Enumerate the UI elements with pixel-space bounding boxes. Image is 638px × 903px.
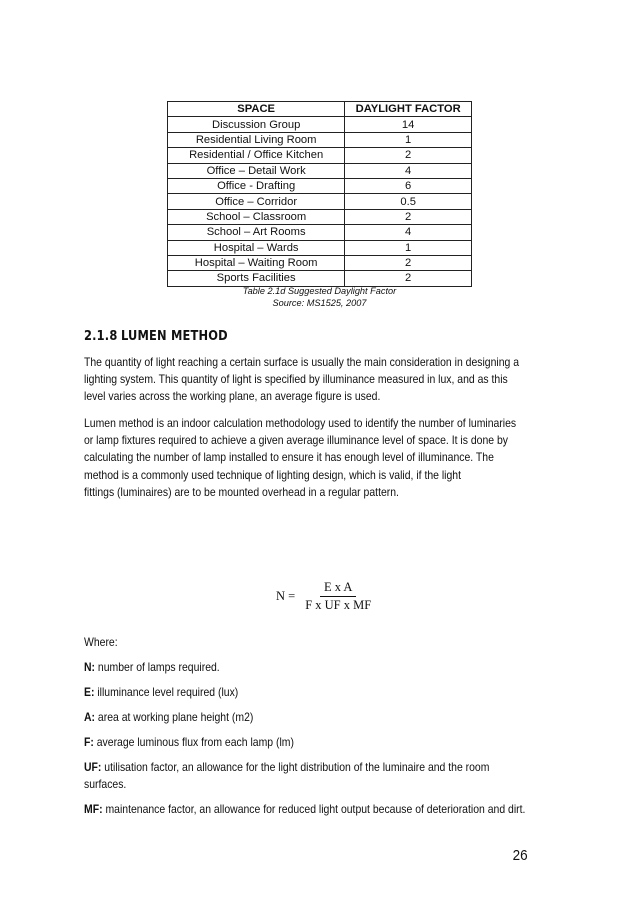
table-header-row [168,102,472,117]
cell-daylight-factor: 2 [345,255,472,270]
page-number: 26 [512,847,528,864]
cell-daylight-factor: 2 [345,209,472,224]
definition-n [84,659,220,676]
definition-term: A: [84,711,96,724]
cell-daylight-factor: 0.5 [345,194,472,209]
cell-daylight-factor: 4 [345,163,472,178]
formula-denominator: F x UF x MF [305,598,372,612]
formula-lhs: N = [276,589,296,603]
definition-text: illuminance level required (lux) [94,686,239,699]
table-row [168,255,472,270]
cell-space: School – Art Rooms [168,225,345,240]
table-row [168,132,472,147]
cell-space: Residential / Office Kitchen [168,148,345,163]
table-row [168,148,472,163]
table-row [168,240,472,255]
where-label: Where: [84,636,118,649]
daylight-factor-table [167,101,472,287]
cell-space: Discussion Group [168,117,345,132]
cell-space: Sports Facilities [168,271,345,286]
definition-mf [84,801,525,818]
cell-space: Hospital – Wards [168,240,345,255]
paragraph-line: lighting system. This quantity of light is specified by illuminance measured in lux, and as this [84,373,508,387]
table-caption: Table 2.1d Suggested Daylight Factor [242,286,397,296]
definition-f [84,734,294,751]
definition-text: average luminous flux from each lamp (lm) [93,736,294,749]
paragraph-line: level varies across the working plane, an average figure is used. [84,390,381,404]
definition-term: MF: [84,803,103,816]
definition-term: UF: [84,761,102,774]
definition-term: E: [84,686,95,699]
table-row [168,271,472,286]
paragraph-line: calculating the number of lamp installed to ensure it has enough level of illuminance. The [84,451,494,465]
paragraph-line: Lumen method is an indoor calculation methodology used to identify the number of luminaries [84,417,517,430]
table-source: Source: MS1525, 2007 [272,298,367,308]
table-row [168,225,472,240]
cell-daylight-factor: 6 [345,178,472,193]
definition-text: maintenance factor, an allowance for reduced light output because of deterioration and dirt. [102,803,526,816]
paragraph-line: or lamp fixtures required to achieve a given average illuminance level of space. It is done by [84,434,508,448]
section-title: LUMEN METHOD [120,329,228,344]
lumen-formula [276,580,375,613]
paragraph-intro [84,354,554,406]
cell-daylight-factor: 14 [345,117,472,132]
definition-term: N: [84,661,96,674]
paragraph-lumen-method [84,415,554,501]
definition-e [84,684,238,701]
paragraph-line: The quantity of light reaching a certain surface is usually the main consideration in designing a [84,356,520,369]
definition-text: number of lamps required. [95,661,220,674]
cell-daylight-factor: 2 [345,148,472,163]
definition-text: utilisation factor, an allowance for the light distribution of the luminaire and the room [101,761,490,774]
cell-space: Office - Drafting [168,178,345,193]
table-row [168,178,472,193]
cell-space: School – Classroom [168,209,345,224]
section-number: 2.1.8 [84,329,118,344]
cell-daylight-factor: 1 [345,132,472,147]
cell-space: Office – Detail Work [168,163,345,178]
definition-text: area at working plane height (m2) [95,711,254,724]
definition-a [84,709,253,726]
definition-term: F: [84,736,94,749]
paragraph-line: method is a commonly used technique of lighting design, which is valid, if the light [84,468,462,482]
table-row [168,194,472,209]
section-heading [84,329,228,344]
paragraph-line: fittings (luminaires) are to be mounted overhead in a regular pattern. [84,485,399,499]
table-row [168,117,472,132]
cell-space: Hospital – Waiting Room [168,255,345,270]
cell-daylight-factor: 2 [345,271,472,286]
table-row [168,209,472,224]
column-header-space: SPACE [168,102,345,117]
column-header-daylight-factor: DAYLIGHT FACTOR [345,102,472,117]
cell-space: Residential Living Room [168,132,345,147]
cell-space: Office – Corridor [168,194,345,209]
cell-daylight-factor: 1 [345,240,472,255]
definition-text: surfaces. [84,778,127,791]
cell-daylight-factor: 4 [345,225,472,240]
definition-uf-continued [84,776,126,793]
table-row [168,163,472,178]
formula-numerator: E x A [320,580,356,597]
definition-uf [84,759,489,776]
formula-fraction [301,580,375,613]
